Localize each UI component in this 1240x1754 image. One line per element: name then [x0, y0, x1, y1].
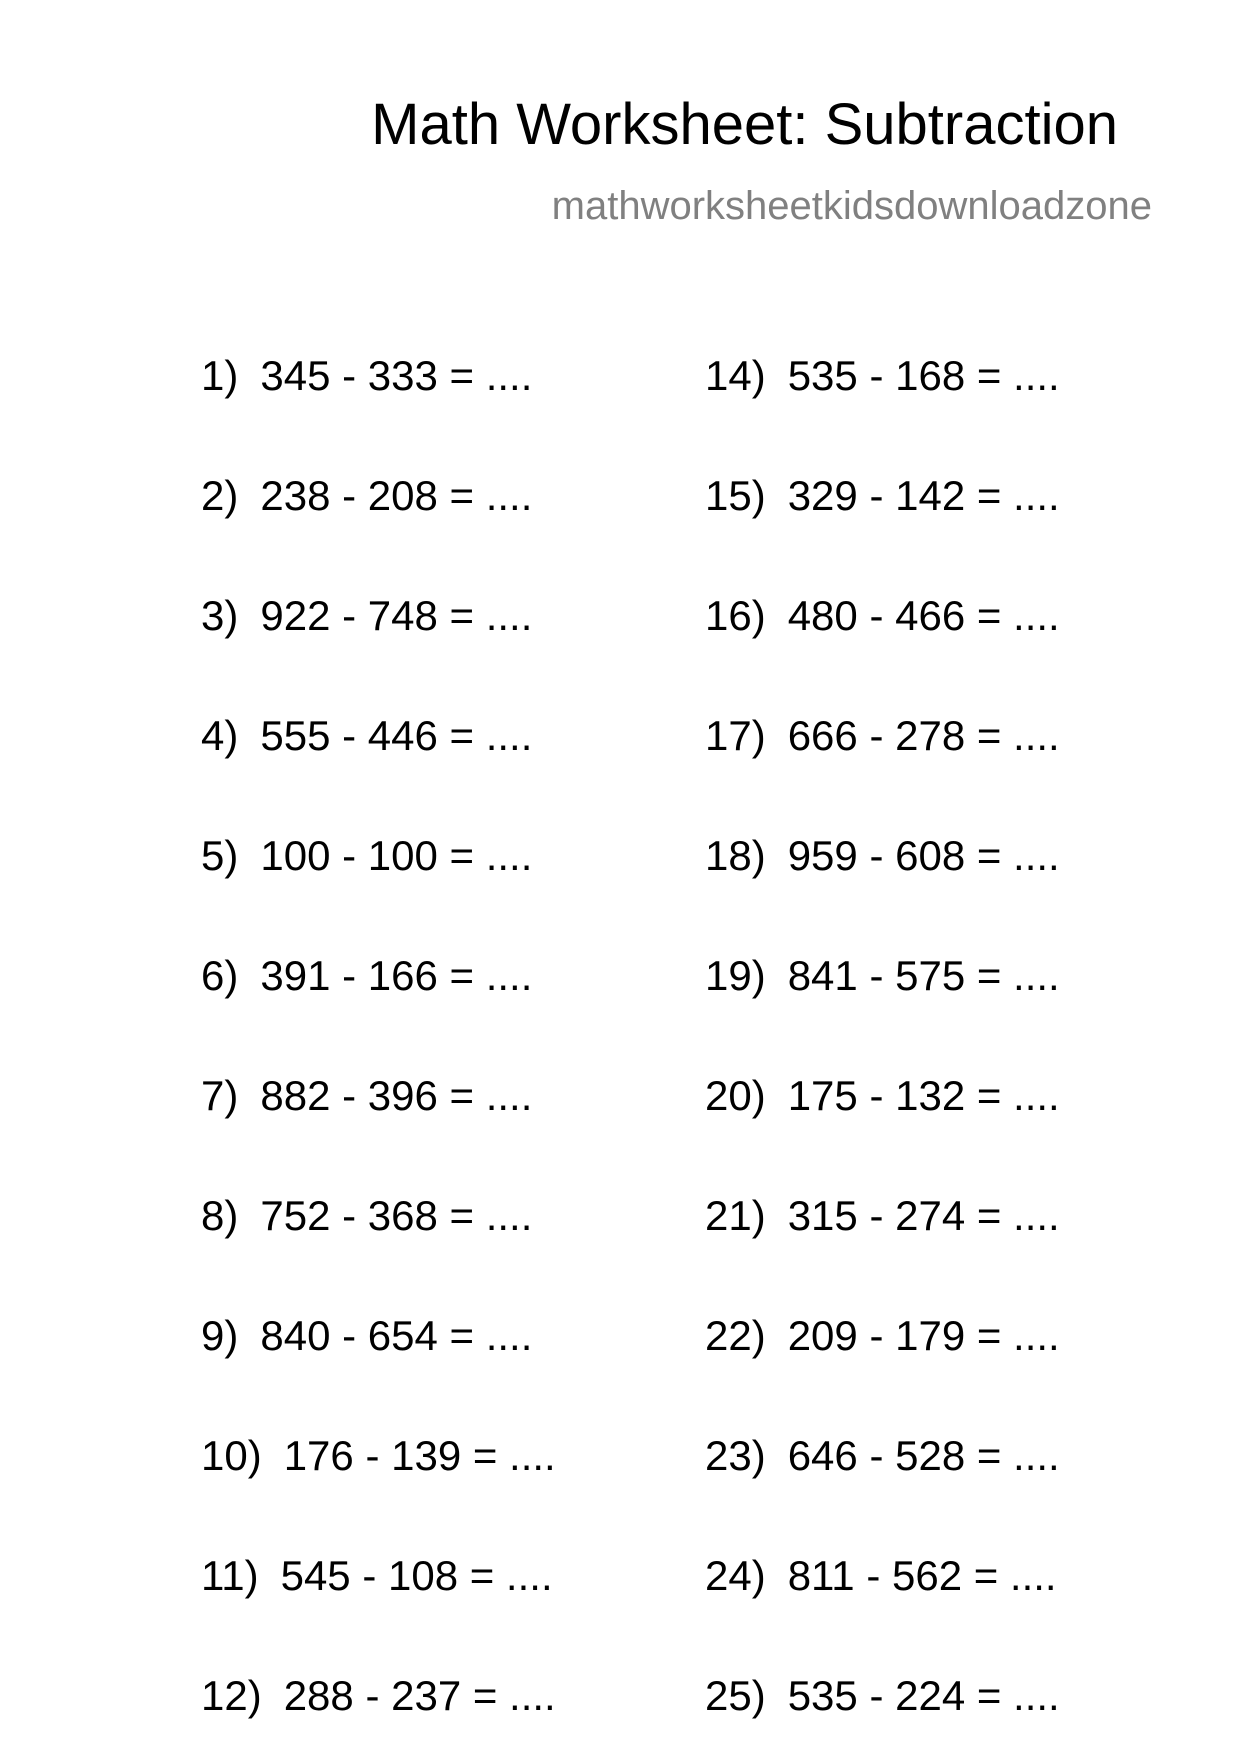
problem-expression: 840 - 654 = ....: [260, 1312, 533, 1359]
problem-expression: 555 - 446 = ....: [260, 712, 533, 759]
problem-number: 1): [201, 352, 239, 399]
problem-expression: 288 - 237 = ....: [283, 1672, 556, 1719]
problem-number: 7): [201, 1072, 239, 1119]
problem-expression: 315 - 274 = ....: [787, 1192, 1060, 1239]
problem-item: [705, 1072, 1060, 1120]
problem-item: [705, 1192, 1060, 1240]
problem-item: [705, 352, 1060, 400]
problem-expression: 752 - 368 = ....: [260, 1192, 533, 1239]
problem-expression: 100 - 100 = ....: [260, 832, 533, 879]
problem-number: 12): [201, 1672, 262, 1719]
problem-item: [201, 1432, 556, 1480]
problem-expression: 535 - 224 = ....: [787, 1672, 1060, 1719]
problem-expression: 666 - 278 = ....: [787, 712, 1060, 759]
problem-item: [705, 1552, 1057, 1600]
problem-number: 25): [705, 1672, 766, 1719]
problem-expression: 646 - 528 = ....: [787, 1432, 1060, 1479]
problem-expression: 480 - 466 = ....: [787, 592, 1060, 639]
problem-number: 15): [705, 472, 766, 519]
problem-item: [705, 1312, 1060, 1360]
problem-item: [201, 1552, 553, 1600]
problem-number: 19): [705, 952, 766, 999]
problem-expression: 841 - 575 = ....: [787, 952, 1060, 999]
problem-item: [705, 1672, 1060, 1720]
problem-number: 22): [705, 1312, 766, 1359]
problem-expression: 176 - 139 = ....: [283, 1432, 556, 1479]
problem-number: 20): [705, 1072, 766, 1119]
problem-item: [705, 712, 1060, 760]
problem-item: [201, 1072, 532, 1120]
problem-number: 24): [705, 1552, 766, 1599]
problem-item: [705, 832, 1060, 880]
problem-number: 9): [201, 1312, 239, 1359]
problem-item: [201, 712, 532, 760]
problem-item: [201, 472, 532, 520]
problem-number: 6): [201, 952, 239, 999]
problem-expression: 922 - 748 = ....: [260, 592, 533, 639]
problem-number: 23): [705, 1432, 766, 1479]
problem-expression: 345 - 333 = ....: [260, 352, 533, 399]
problem-item: [201, 352, 532, 400]
problem-number: 5): [201, 832, 239, 879]
problem-number: 17): [705, 712, 766, 759]
problem-expression: 238 - 208 = ....: [260, 472, 533, 519]
problem-item: [201, 1312, 532, 1360]
problem-item: [705, 592, 1060, 640]
problem-number: 11): [201, 1552, 259, 1599]
problem-number: 10): [201, 1432, 262, 1479]
problem-expression: 882 - 396 = ....: [260, 1072, 533, 1119]
problem-item: [705, 1432, 1060, 1480]
problem-number: 18): [705, 832, 766, 879]
problem-number: 4): [201, 712, 239, 759]
problem-expression: 535 - 168 = ....: [787, 352, 1060, 399]
problem-number: 3): [201, 592, 239, 639]
problem-item: [201, 592, 532, 640]
page-subtitle: mathworksheetkidsdownloadzone: [551, 184, 1152, 228]
problem-expression: 209 - 179 = ....: [787, 1312, 1060, 1359]
problem-item: [201, 832, 532, 880]
problem-item: [705, 952, 1060, 1000]
problem-expression: 959 - 608 = ....: [787, 832, 1060, 879]
problem-number: 2): [201, 472, 239, 519]
problem-expression: 545 - 108 = ....: [280, 1552, 553, 1599]
problem-expression: 391 - 166 = ....: [260, 952, 533, 999]
problem-item: [201, 1672, 556, 1720]
problem-number: 8): [201, 1192, 239, 1239]
problem-number: 21): [705, 1192, 766, 1239]
problem-item: [201, 1192, 532, 1240]
problem-item: [201, 952, 532, 1000]
problem-expression: 811 - 562 = ....: [787, 1552, 1057, 1599]
problem-expression: 175 - 132 = ....: [787, 1072, 1060, 1119]
page-title: Math Worksheet: Subtraction: [371, 92, 1118, 157]
problem-item: [705, 472, 1060, 520]
problem-expression: 329 - 142 = ....: [787, 472, 1060, 519]
problem-number: 16): [705, 592, 766, 639]
problem-number: 14): [705, 352, 766, 399]
